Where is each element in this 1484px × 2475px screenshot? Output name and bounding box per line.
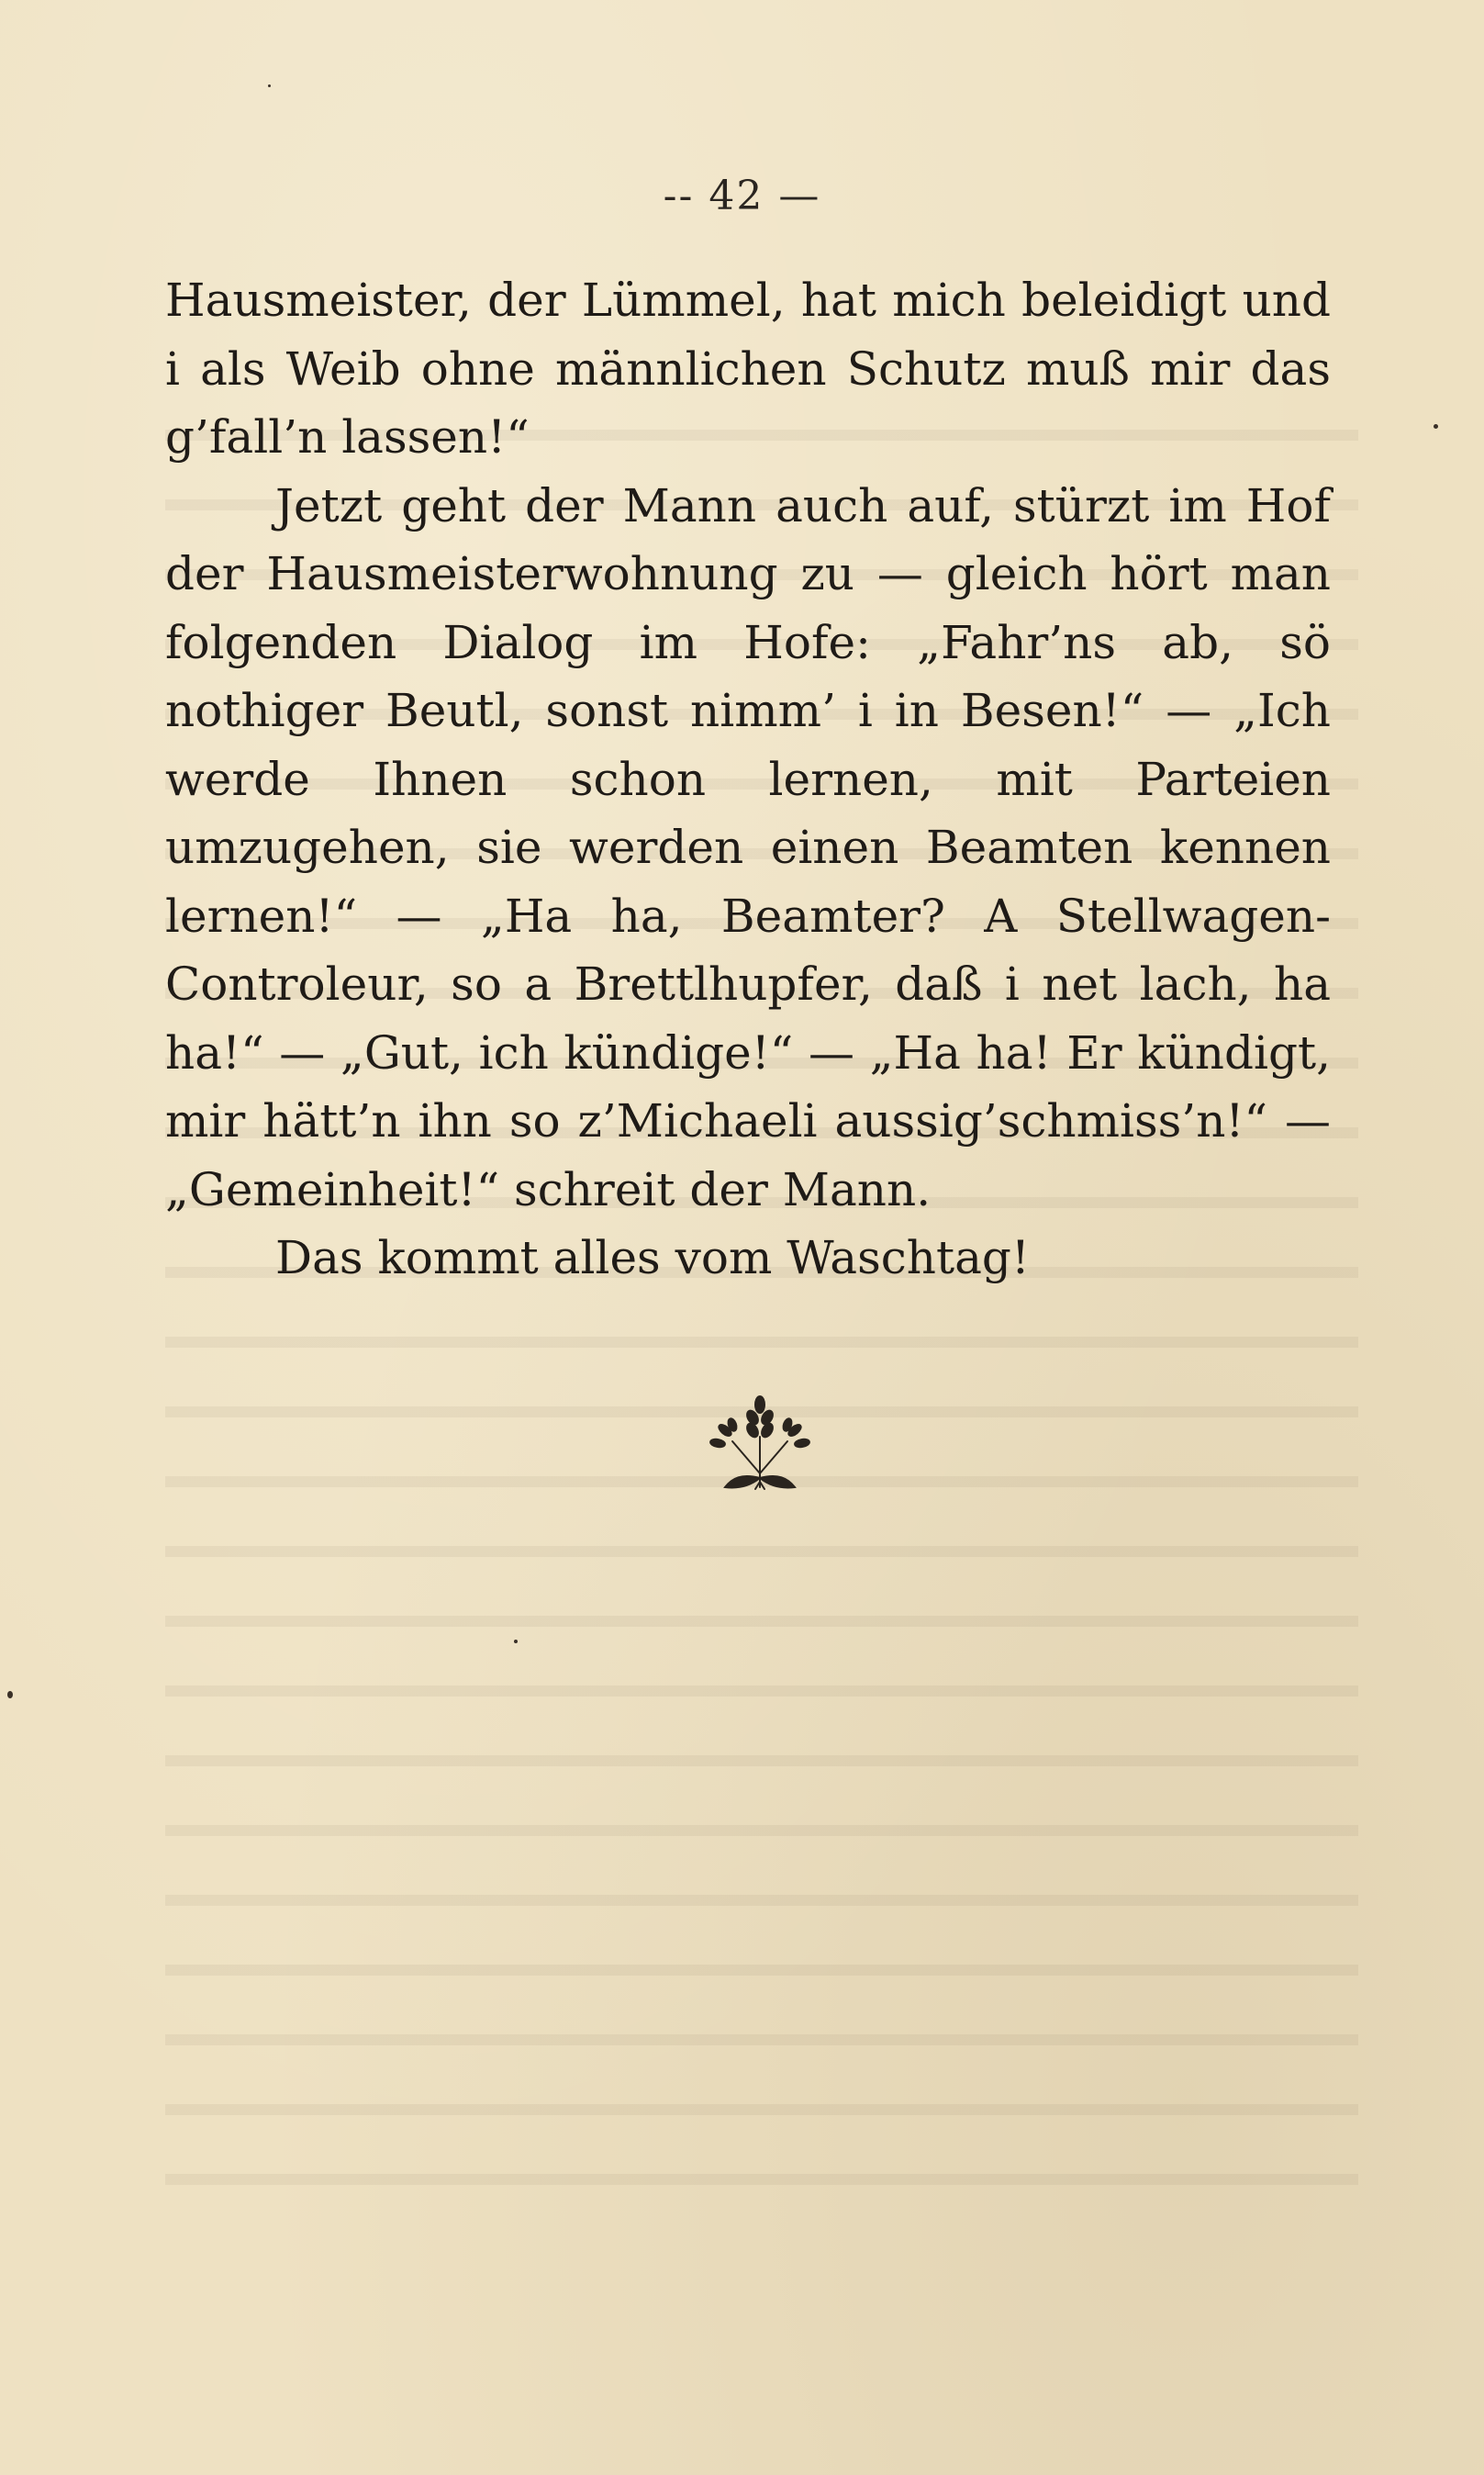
paper-speck [268, 84, 271, 87]
paragraph-dialog: Jetzt geht der Mann auch auf, stürzt im Hof der Hausmeisterwohnung zu — gleich hört man folgenden Dialog im Hofe: „Fahr’ns ab, sö nothiger Beutl, sonst nimm’ i in Besen!“ — „Ich werde Ihnen schon lernen, mit Parteien umzugehen, sie werden einen Beamten kennen lernen!“ — „Ha ha, Beamter? A Stellwagen-Controleur, so a Brettlhupfer, daß i net lach, ha ha!“ — „Gut, ich kündige!“ — „Ha ha! Er kündigt, mir hätt’n ihn so z’Michaeli aussig’schmiss’n!“ — „Gemeinheit!“ schreit der Mann. [165, 478, 1331, 1216]
body-text [165, 266, 1331, 1293]
paper-speck [1434, 424, 1438, 429]
paper-speck [514, 1640, 518, 1643]
page-number: -- 42 — [663, 173, 821, 219]
paper-speck [7, 1691, 13, 1698]
floral-vignette-icon [705, 1386, 815, 1496]
paragraph-continuation: Hausmeister, der Lümmel, hat mich beleidigt und i als Weib ohne männlichen Schutz muß mir das g’fall’n lassen!“ [165, 274, 1331, 464]
paragraph-closing: Das kommt alles vom Waschtag! [275, 1231, 1030, 1284]
